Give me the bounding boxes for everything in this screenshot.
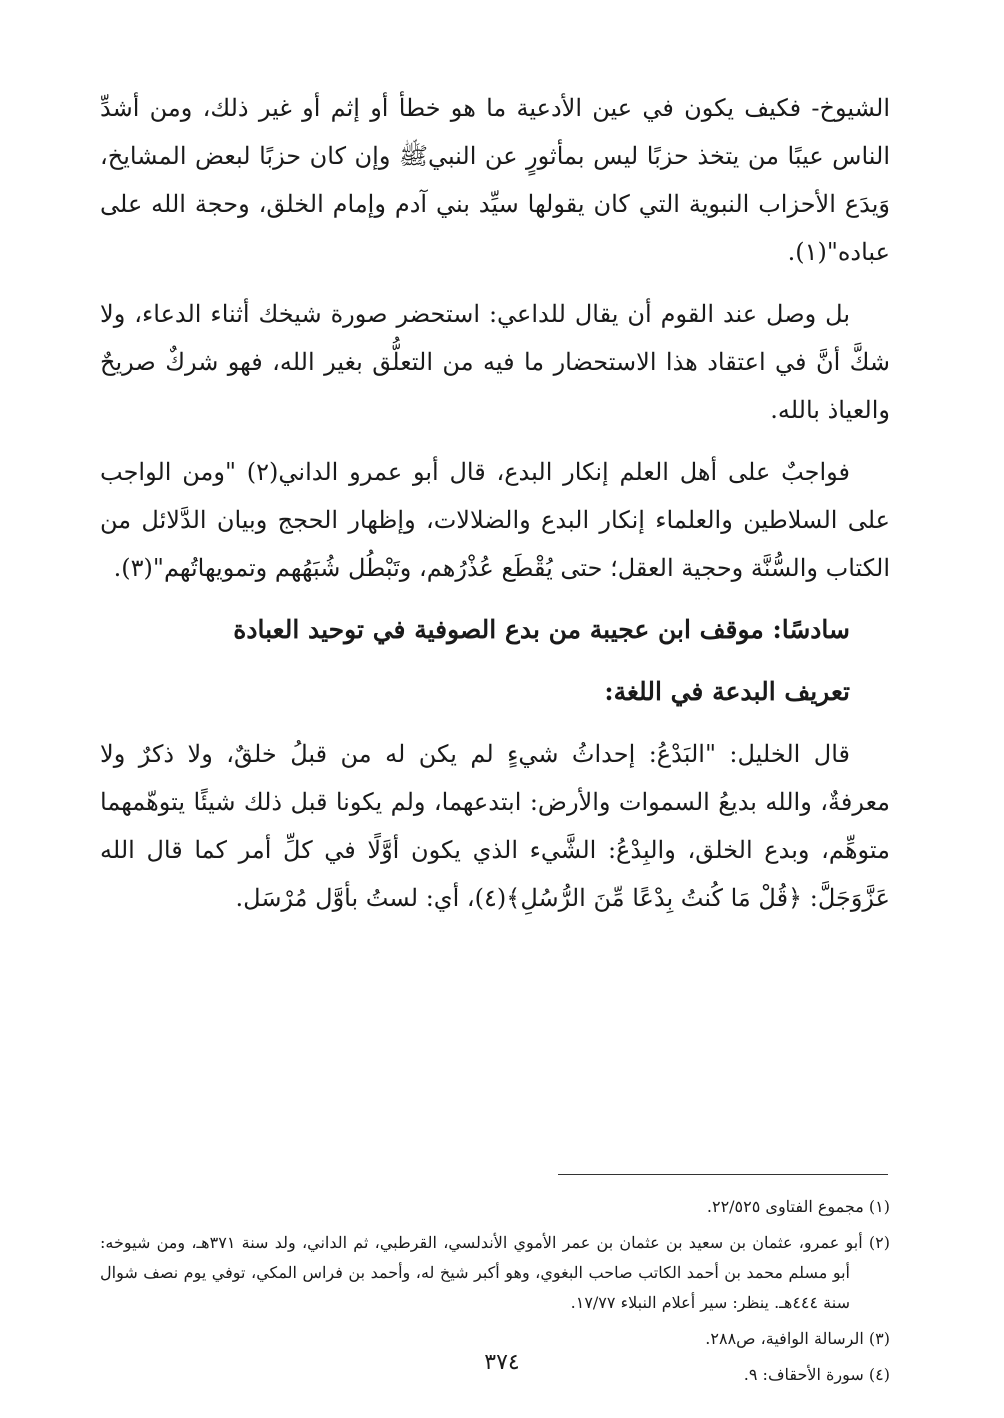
paragraph-1: الشيوخ- فكيف يكون في عين الأدعية ما هو خطأ أو إثم أو غير ذلك، ومن أشدِّ الناس عيبًا من يتخذ حزبًا ليس بمأثورٍ عن النبيﷺ وإن كان حزبًا لبعض المشايخ، وَيدَع الأحزاب النبوية التي كان يقولها سيِّد بني آدم وإمام الخلق، وحجة الله على عباده"(١). [100, 94, 890, 266]
paragraph-2: بل وصل عند القوم أن يقال للداعي: استحضر صورة شيخك أثناء الدعاء، ولا شكَّ أنَّ في اعتقاد هذا الاستحضار ما فيه من التعلُّق بغير الله، فهو شركٌ صريحٌ والعياذ بالله. [100, 300, 890, 424]
main-text [100, 84, 890, 936]
footnote-1: (١) مجموع الفتاوى ٢٢/٥٢٥. [706, 1197, 890, 1216]
page-number: ٣٧٤ [484, 1350, 520, 1375]
paragraph-4: قال الخليل: "البَدْعُ: إحداثُ شيءٍ لم يكن له من قبلُ خلقٌ، ولا ذكرٌ ولا معرفةٌ، والله بديعُ السموات والأرض: ابتدعهما، ولم يكونا قبل ذلك شيئًا يتوهّمهما متوهِّم، وبدع الخلق، والبِدْعُ: الشَّيء الذي يكون أوَّلًا في كلِّ أمر كما قال الله عَزَّوَجَلَّ: ﴿قُلْ مَا كُنتُ بِدْعًا مِّنَ الرُّسُلِ﴾(٤)، أي: لستُ بأوَّل مُرْسَل. [100, 740, 890, 912]
footnote-separator [558, 1174, 888, 1175]
section-heading: سادسًا: موقف ابن عجيبة من بدع الصوفية في توحيد العبادة [233, 615, 850, 644]
footnote-3: (٣) الرسالة الوافية، ص٢٨٨. [705, 1329, 890, 1348]
paragraph-3: فواجبٌ على أهل العلم إنكار البدع، قال أبو عمرو الداني(٢) "ومن الواجب على السلاطين والعلماء إنكار البدع والضلالات، وإظهار الحجج وبيان الدَّلائل من الكتاب والسُّنَّة وحجية العقل؛ حتى يُقْطَع عُذْرُهم، وتَبْطُل شُبَهُهم وتمويهاتُهم"(٣). [100, 458, 890, 582]
footnote-2: (٢) أبو عمرو، عثمان بن سعيد بن عثمان بن عمر الأموي الأندلسي، القرطبي، ثم الداني، ولد سنة ٣٧١هـ، ومن شيوخه: أبو مسلم محمد بن أحمد الكاتب صاحب البغوي، وهو أكبر شيخ له، وأحمد بن فراس المكي، توفي يوم نصف شوال سنة ٤٤٤هـ. ينظر: سير أعلام النبلاء ١٧/٧٧. [100, 1233, 891, 1312]
footnote-4: (٤) سورة الأحقاف: ٩. [743, 1365, 890, 1384]
subsection-heading: تعريف البدعة في اللغة: [604, 677, 850, 706]
